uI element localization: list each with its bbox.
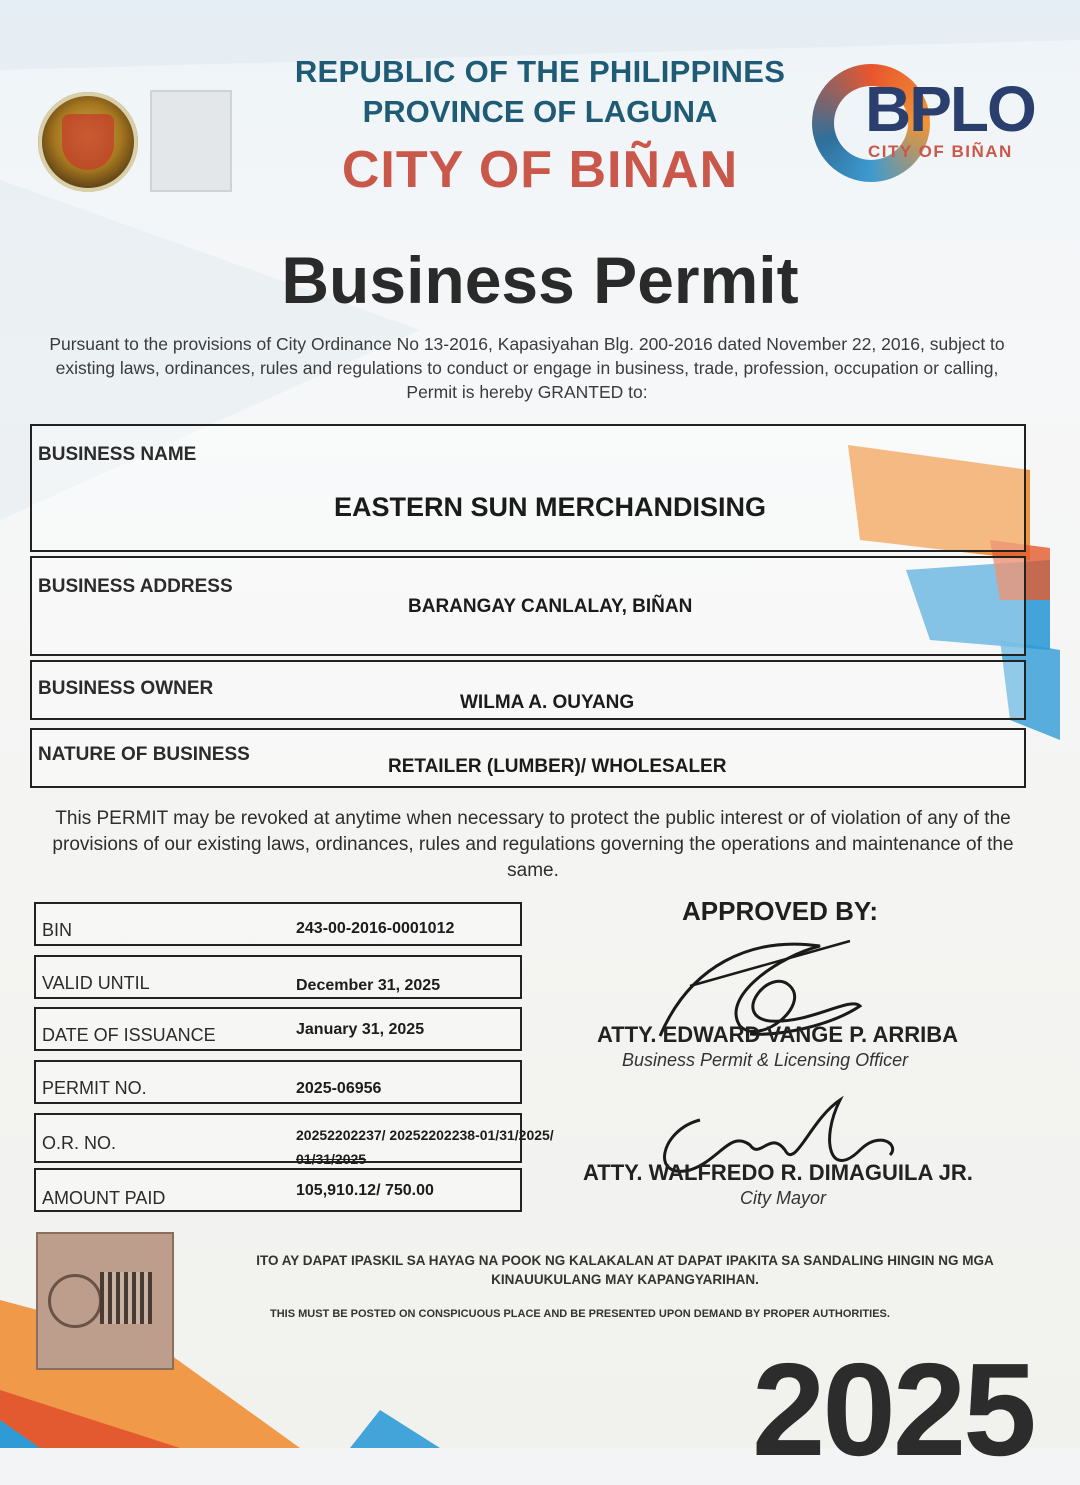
bin-row [34,902,522,946]
permit-no-row [34,1060,522,1104]
nature-of-business-box [30,728,1026,788]
issuance-value: January 31, 2025 [296,1021,425,1038]
officer-title: Business Permit & Licensing Officer [622,1050,909,1070]
bin-label: BIN [42,920,73,940]
business-address-value: BARANGAY CANLALAY, BIÑAN [408,596,693,617]
amount-paid-label: AMOUNT PAID [42,1188,166,1208]
valid-until-value: December 31, 2025 [296,977,441,994]
issuance-label: DATE OF ISSUANCE [42,1025,216,1045]
business-address-box [30,556,1026,656]
bin-value: 243-00-2016-0001012 [296,920,455,937]
business-owner-box [30,660,1026,720]
permit-year: 2025 [752,1336,1034,1483]
issuance-row [34,1007,522,1051]
nature-of-business-label: NATURE OF BUSINESS [38,744,250,765]
permit-no-value: 2025-06956 [296,1080,382,1097]
business-owner-value: WILMA A. OUYANG [460,692,635,713]
qr-code-stamp [36,1232,174,1370]
permit-no-label: PERMIT NO. [42,1078,147,1098]
officer-name: ATTY. EDWARD VANGE P. ARRIBA [597,1022,958,1047]
amount-paid-value: 105,910.12/ 750.00 [296,1182,434,1199]
or-no-label: O.R. NO. [42,1133,117,1153]
nature-of-business-value: RETAILER (LUMBER)/ WHOLESALER [388,756,727,777]
business-name-box [30,424,1026,552]
or-no-row [34,1113,554,1167]
or-no-value-line2: 01/31/2025 [296,1151,367,1167]
header-republic: REPUBLIC OF THE PHILIPPINES [294,54,786,89]
posting-notice-tagalog: ITO AY DAPAT IPASKIL SA HAYAG NA POOK NG KALAKALAN AT DAPAT IPAKITA SA SANDALING HINGIN NG MGA KINAUUKULANG MAY KAPANGYARIHAN. [256,1253,994,1287]
business-owner-label: BUSINESS OWNER [38,678,214,699]
bplo-logo-text: BPLO [865,73,1035,145]
business-name-value: EASTERN SUN MERCHANDISING [334,492,767,522]
mayor-name: ATTY. WALFREDO R. DIMAGUILA JR. [583,1160,973,1185]
intro-paragraph: Pursuant to the provisions of City Ordinance No 13-2016, Kapasiyahan Blg. 200-2016 dated November 22, 2016, subject to existing laws, ordinances, rules and regulations to conduct or engage in business, trade, profession, occupation or calling, Permit is hereby GRANTED to: [49,334,1005,402]
valid-until-label: VALID UNTIL [42,973,150,993]
revocation-notice: This PERMIT may be revoked at anytime when necessary to protect the public interest or of violation of any of the provisions of our existing laws, ordinances, rules and regulations governing the operations and maintenance of the same. [52,808,1014,881]
mayor-title: City Mayor [740,1188,827,1208]
amount-paid-row [34,1168,522,1212]
bplo-logo-subtitle: CITY OF BIÑAN [868,142,1013,161]
approved-by-heading: APPROVED BY: [682,896,878,926]
document-title: Business Permit [281,243,799,317]
posting-notice-english: THIS MUST BE POSTED ON CONSPICUOUS PLACE AND BE PRESENTED UPON DEMAND BY PROPER AUTHORITIES. [270,1308,890,1320]
valid-until-row [34,955,522,999]
business-address-label: BUSINESS ADDRESS [38,576,233,597]
header-city: CITY OF BIÑAN [341,141,739,199]
header-province: PROVINCE OF LAGUNA [362,94,718,129]
or-no-value: 20252202237/ 20252202238-01/31/2025/ [296,1127,554,1143]
business-name-label: BUSINESS NAME [38,444,197,465]
